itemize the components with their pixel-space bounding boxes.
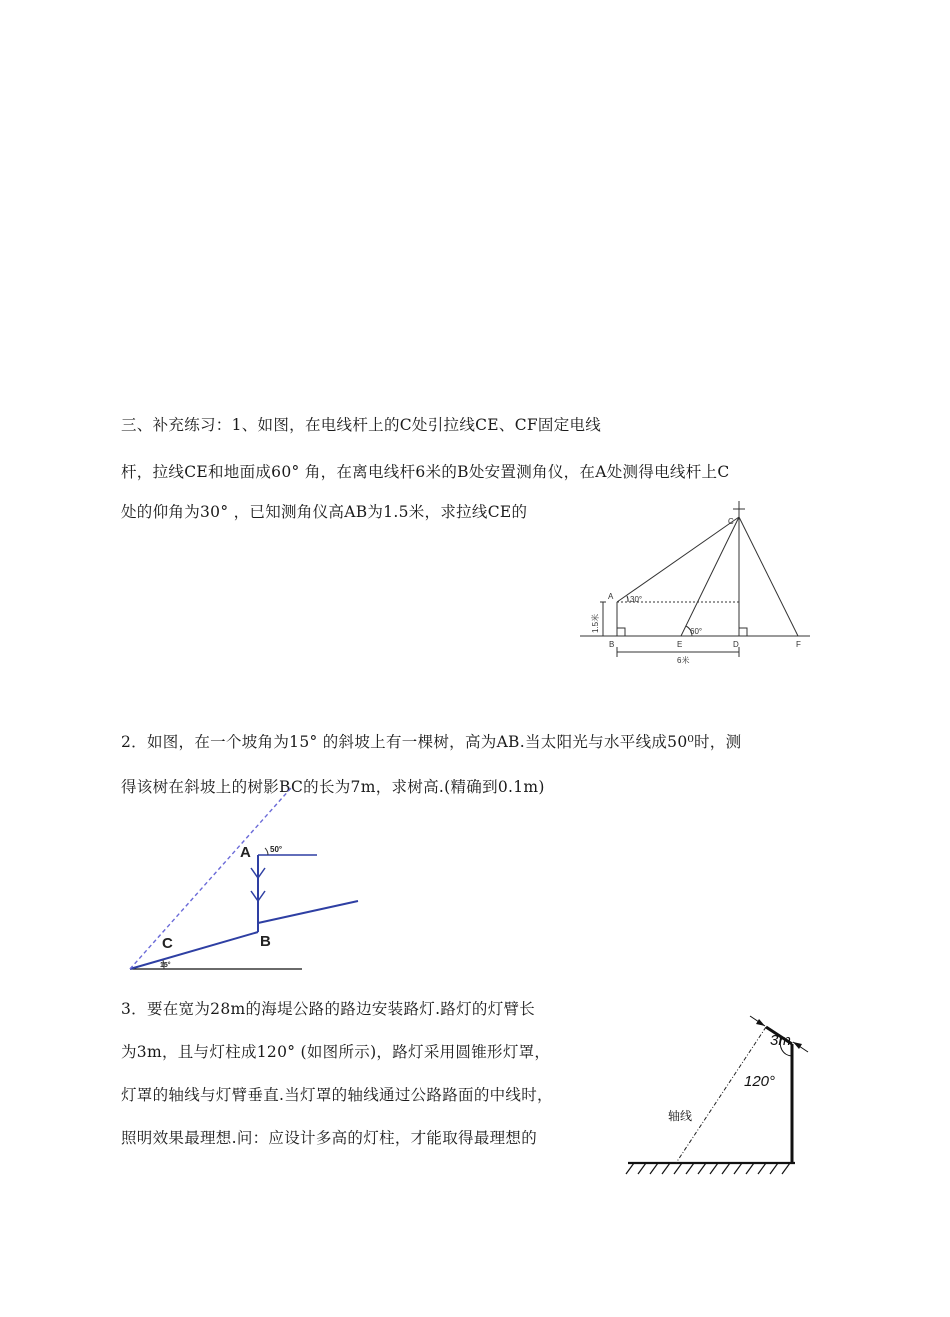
problem3-line3: 灯罩的轴线与灯臂垂直.当灯罩的轴线通过公路路面的中线时， xyxy=(121,1086,553,1104)
fig2-label-c: C xyxy=(162,935,173,952)
fig1-label-f: F xyxy=(796,640,801,649)
problem2-line2: 得该树在斜坡上的树影BC的长为7m，求树高.(精确到0.1m) xyxy=(121,778,545,796)
fig1-label-e: E xyxy=(677,640,683,649)
figure-utility-pole xyxy=(578,495,818,680)
problem1-line1: 三、补充练习：1、如图，在电线杆上的C处引拉线CE、CF固定电线 xyxy=(121,416,602,434)
fig1-height-label: 1.5米 xyxy=(591,613,600,633)
figure-tree-on-slope xyxy=(122,780,372,975)
fig3-angle-label: 120° xyxy=(744,1073,776,1090)
fig2-label-b: B xyxy=(260,933,271,950)
fig1-angle-a: 30° xyxy=(630,595,643,604)
fig1-label-d: D xyxy=(733,640,739,649)
fig2-angle-c: 15° xyxy=(160,962,171,969)
fig3-axis-label: 轴线 xyxy=(668,1109,693,1123)
fig1-label-a: A xyxy=(608,592,614,601)
figure-street-lamp xyxy=(620,1000,820,1185)
problem3-line4: 照明效果最理想.问：应设计多高的灯柱，才能取得最理想的 xyxy=(121,1129,538,1147)
fig2-label-a: A xyxy=(240,844,251,861)
fig3-arm-length: 3m xyxy=(770,1032,791,1049)
problem1-line2: 杆，拉线CE和地面成60° 角，在离电线杆6米的B处安置测角仪，在A处测得电线杆上C xyxy=(121,463,730,481)
problem2-line1: 2．如图，在一个坡角为15° 的斜坡上有一棵树，高为AB.当太阳光与水平线成50⁰时，测 xyxy=(121,733,742,751)
fig1-dist-label: 6米 xyxy=(677,656,690,665)
problem3-line2: 为3m，且与灯柱成120° (如图所示)，路灯采用圆锥形灯罩， xyxy=(121,1043,551,1061)
problem3-line1: 3．要在宽为28m的海堤公路的路边安装路灯.路灯的灯臂长 xyxy=(121,1000,536,1018)
problem1-line3: 处的仰角为30° ，已知测角仪高AB为1.5米，求拉线CE的 xyxy=(121,503,528,521)
fig2-angle-a: 50° xyxy=(270,845,283,854)
fig1-label-b: B xyxy=(609,640,615,649)
fig1-label-c: C xyxy=(728,517,734,526)
fig1-angle-e: 60° xyxy=(690,627,703,636)
